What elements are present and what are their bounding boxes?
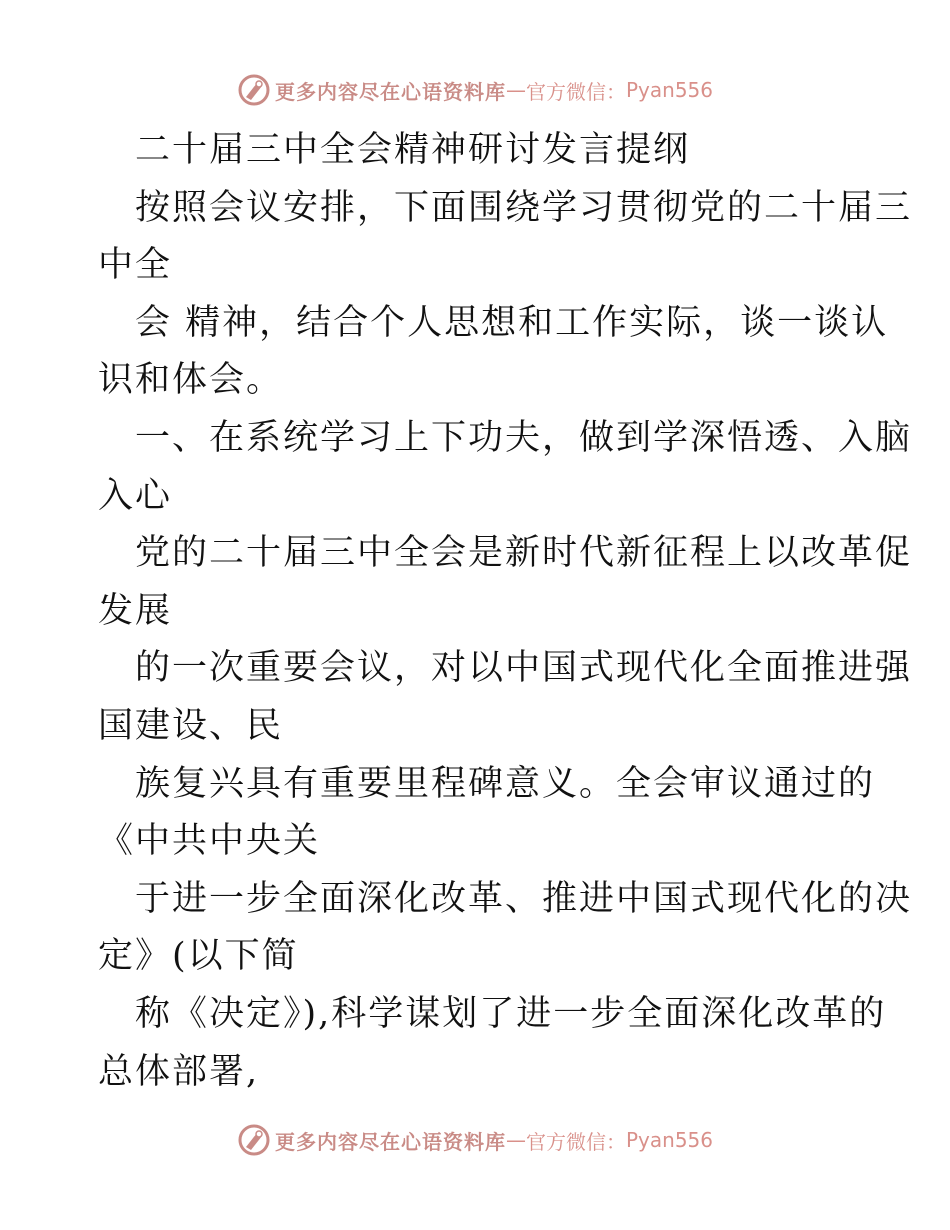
- text-line: 的一次重要会议，对以中国式现代化全面推进强: [135, 648, 913, 689]
- text-line: 族复兴具有重要里程碑意义。全会审议通过的: [135, 763, 876, 804]
- text-line: 中全: [98, 245, 173, 286]
- text-line: 称《决定》),科学谋划了进一步全面深化改革的: [135, 993, 887, 1034]
- logo-icon: [237, 73, 271, 107]
- text-line: 会 精神，结合个人思想和工作实际，谈一谈认: [135, 302, 889, 343]
- document-body: [98, 122, 913, 1101]
- text-line: 定》(以下简: [98, 936, 299, 977]
- watermark-brand: 更多内容尽在心语资料库: [274, 79, 506, 104]
- text-line: 于进一步全面深化改革、推进中国式现代化的决: [135, 878, 913, 919]
- watermark-separator: —: [505, 78, 526, 102]
- footer-watermark: [0, 1120, 950, 1160]
- document-title: 二十届三中全会精神研讨发言提纲: [135, 130, 691, 170]
- text-line: 识和体会。: [98, 360, 284, 401]
- text-line: 按照会议安排，下面围绕学习贯彻党的二十届三: [135, 187, 913, 228]
- watermark-wechat-label: 官方微信：: [525, 1129, 626, 1154]
- watermark-wechat-label: 官方微信：: [525, 79, 626, 104]
- watermark-wechat-id: Pyan556: [625, 78, 713, 102]
- text-line: 国建设、民: [98, 705, 284, 746]
- watermark-separator: —: [505, 1128, 526, 1152]
- text-line: 发展: [98, 590, 173, 631]
- text-line: 一、在系统学习上下功夫，做到学深悟透、入脑: [135, 417, 913, 458]
- header-watermark: [0, 70, 950, 110]
- text-line: 《中共中央关: [98, 821, 321, 862]
- logo-icon: [237, 1123, 271, 1157]
- text-line: 总体部署,: [98, 1051, 260, 1092]
- watermark-wechat-id: Pyan556: [625, 1128, 713, 1152]
- watermark-brand: 更多内容尽在心语资料库: [274, 1129, 506, 1154]
- text-line: 入心: [98, 475, 173, 516]
- text-line: 党的二十届三中全会是新时代新征程上以改革促: [135, 533, 913, 574]
